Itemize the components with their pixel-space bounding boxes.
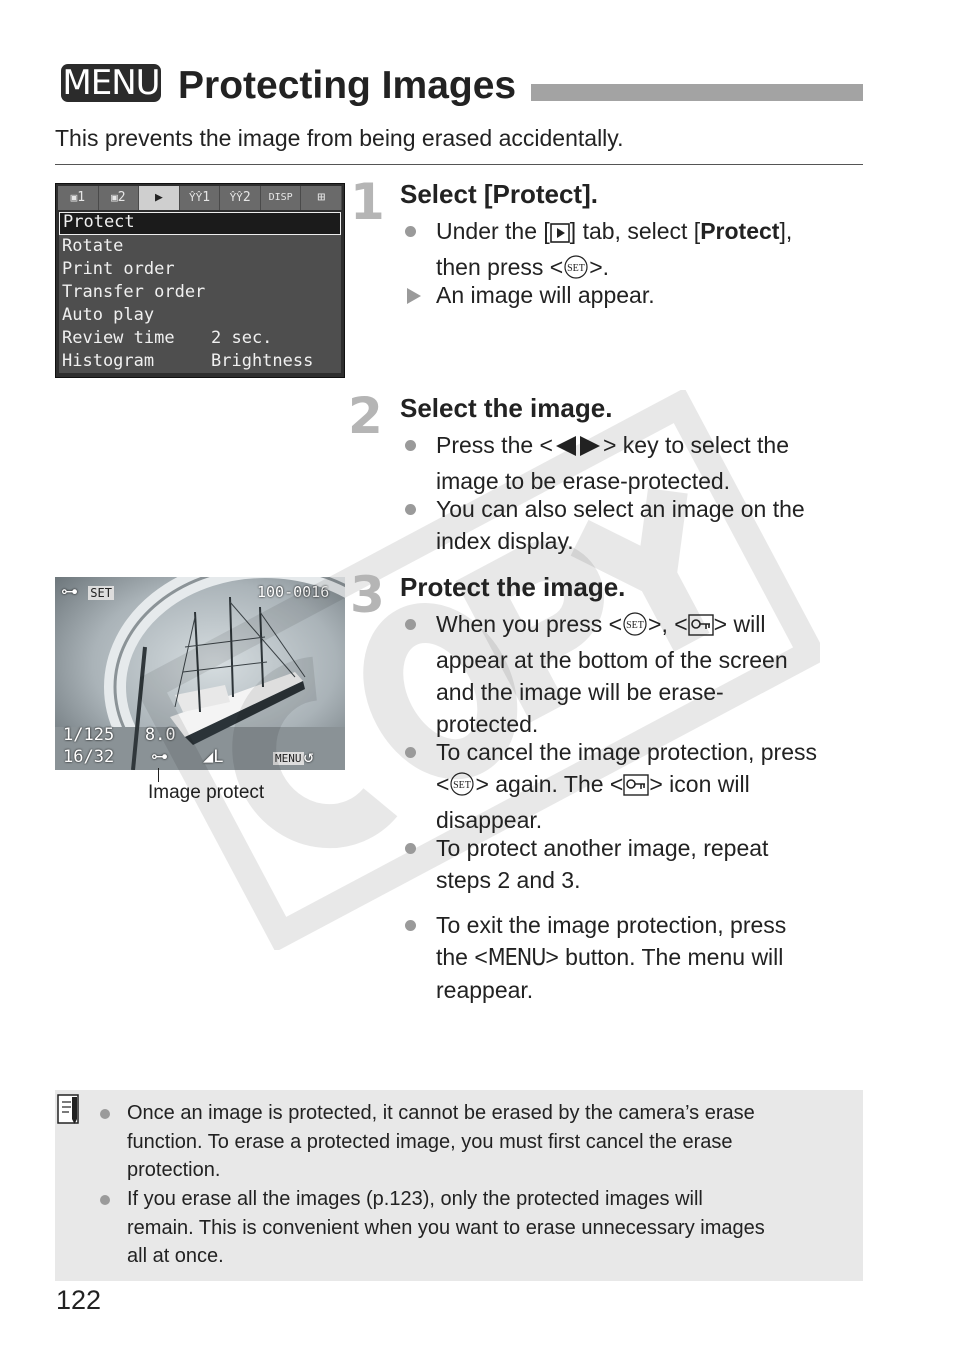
step3-bullet-2: To cancel the image protection, press < SET > again. The < > icon will disappear. <box>405 736 865 832</box>
custom-tab: ⊞ <box>301 186 342 210</box>
quality-indicator: ◢L <box>203 747 224 767</box>
step3-bullet-4: To exit the image protection, press the <MENU> button. The menu will reappear. <box>405 909 865 1005</box>
image-protect-callout: Image protect <box>148 782 265 803</box>
lcd-item-protect: Protect <box>59 212 341 235</box>
intro-text: This prevents the image from being erased accidentally. <box>55 125 624 151</box>
setup-tab-2: ŶŶ2 <box>220 186 261 210</box>
step-number-3: 3 <box>350 566 385 624</box>
left-right-cross-key-icon <box>553 433 603 465</box>
menu-badge-icon: MENU <box>62 63 160 103</box>
setup-tab-1: ŶŶ1 <box>180 186 221 210</box>
step3-bullet-3: To protect another image, repeat steps 2 and 3. <box>405 832 865 896</box>
bullet-dot <box>100 1109 110 1119</box>
lcd-tab-bar <box>58 186 342 210</box>
bullet-dot <box>405 619 416 630</box>
menu-button-label: MENU <box>487 945 546 971</box>
frame-count: 16/32 <box>63 747 115 767</box>
svg-text:SET: SET <box>567 263 586 274</box>
shutter-aperture: 1/125 8.0 <box>63 725 176 745</box>
protect-set-indicator: ⊶ SET <box>61 582 112 602</box>
title-bar-decoration <box>531 84 863 101</box>
lcd-menu-list <box>59 212 341 373</box>
step-title-3: Protect the image. <box>400 572 626 602</box>
note-pencil-icon <box>57 1093 81 1132</box>
step2-bullet-1: Press the < > key to select the image to be erase-protected. <box>405 429 865 493</box>
result-arrow-icon <box>407 288 421 304</box>
note-item-1: Once an image is protected, it cannot be erased by the camera’s erase function. To erase a protected image, you must first cancel the erase protection. <box>100 1099 860 1185</box>
protect-status-icon: ⊶ <box>151 747 168 767</box>
lcd-item-auto-play: Auto play <box>59 304 341 327</box>
menu-return-indicator: MENU ↺ <box>275 747 314 767</box>
set-button-icon <box>622 612 648 644</box>
step3-bullet-1: When you press < SET >, < > will appear at the bottom of the screen and the image will be erase- protected. <box>405 608 865 736</box>
step1-bullet-2: An image will appear. <box>405 279 865 311</box>
bullet-dot <box>405 440 416 451</box>
step-title-1: Select [Protect]. <box>400 179 598 209</box>
lcd-item-histogram: Histogram Brightness <box>59 350 341 373</box>
lcd-item-rotate: Rotate <box>59 235 341 258</box>
lcd-menu-screen <box>55 183 345 378</box>
return-arrow-icon: ↺ <box>303 747 314 767</box>
shooting-tab-1: ▣1 <box>58 186 99 210</box>
protect-key-icon <box>688 612 714 644</box>
bullet-dot <box>100 1195 110 1205</box>
step-number-1: 1 <box>350 173 385 231</box>
shooting-tab-2: ▣2 <box>99 186 140 210</box>
bullet-dot <box>405 504 416 515</box>
step2-bullet-2: You can also select an image on the index display. <box>405 493 865 557</box>
bullet-dot <box>405 747 416 758</box>
page-title: Protecting Images <box>178 64 517 107</box>
bullet-dot <box>405 920 416 931</box>
disp-tab: DISP <box>261 186 302 210</box>
lcd-item-transfer-order: Transfer order <box>59 281 341 304</box>
playback-tab-icon <box>550 219 570 251</box>
step-title-2: Select the image. <box>400 393 613 423</box>
svg-text:SET: SET <box>626 620 644 631</box>
protect-key-icon: ⊶ <box>61 582 78 602</box>
note-item-2: If you erase all the images (p.123), only the protected images will remain. This is convenient when you want to erase unnecessary images all at once. <box>100 1185 860 1271</box>
protect-key-icon <box>623 772 649 804</box>
svg-text:SET: SET <box>453 780 472 791</box>
lcd-item-review-time: Review time 2 sec. <box>59 327 341 350</box>
header-divider <box>55 164 863 165</box>
step1-bullet-1: Under the [ ] tab, select [Protect], then press < SET >. <box>405 215 865 279</box>
set-button-icon <box>449 772 475 804</box>
lcd-item-print-order: Print order <box>59 258 341 281</box>
file-number: 100-0016 <box>257 583 330 601</box>
bullet-dot <box>405 226 416 237</box>
bullet-dot <box>405 843 416 854</box>
step-number-2: 2 <box>348 387 383 445</box>
playback-tab: ▶ <box>139 186 180 210</box>
page-number: 122 <box>56 1285 102 1315</box>
